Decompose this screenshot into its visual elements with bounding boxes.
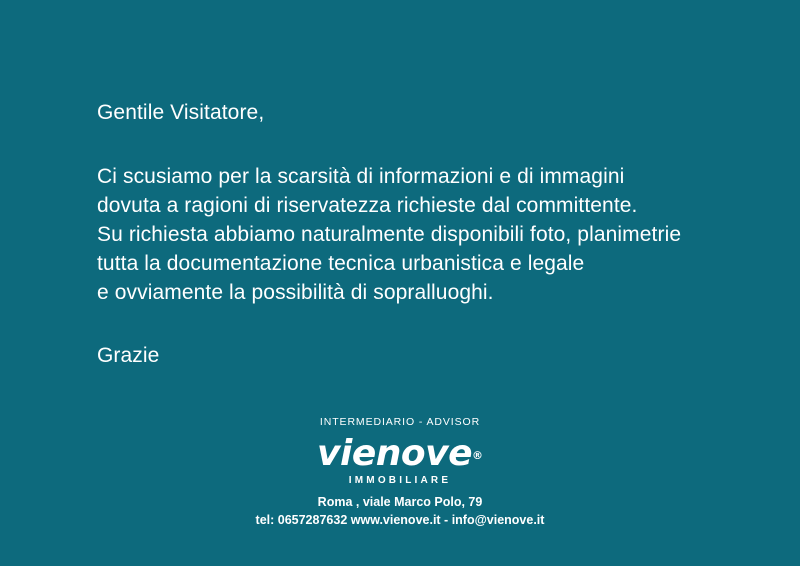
message-body <box>97 162 757 307</box>
footer-block <box>0 416 800 527</box>
message-block <box>97 98 757 370</box>
footer-contact: tel: 0657287632 www.vienove.it - info@vienove.it <box>255 513 545 527</box>
registered-trademark-icon: ® <box>471 448 483 462</box>
footer-address: Roma , viale Marco Polo, 79 <box>317 495 483 509</box>
closing-text: Grazie <box>97 344 160 367</box>
logo-wordmark: vienove <box>317 433 472 474</box>
message-line-2: dovuta a ragioni di riservatezza richieste dal committente. <box>97 194 638 217</box>
vienove-logo <box>317 433 483 474</box>
message-line-5: e ovviamente la possibilità di sopralluoghi. <box>97 281 494 304</box>
advisor-label: INTERMEDIARIO - ADVISOR <box>319 416 481 428</box>
message-line-3: Su richiesta abbiamo naturalmente disponibili foto, planimetrie <box>97 223 682 246</box>
message-line-1: Ci scusiamo per la scarsità di informazioni e di immagini <box>97 165 625 188</box>
greeting-text: Gentile Visitatore, <box>97 101 265 124</box>
logo-subtitle: IMMOBILIARE <box>348 475 452 486</box>
message-line-4: tutta la documentazione tecnica urbanistica e legale <box>97 252 585 275</box>
